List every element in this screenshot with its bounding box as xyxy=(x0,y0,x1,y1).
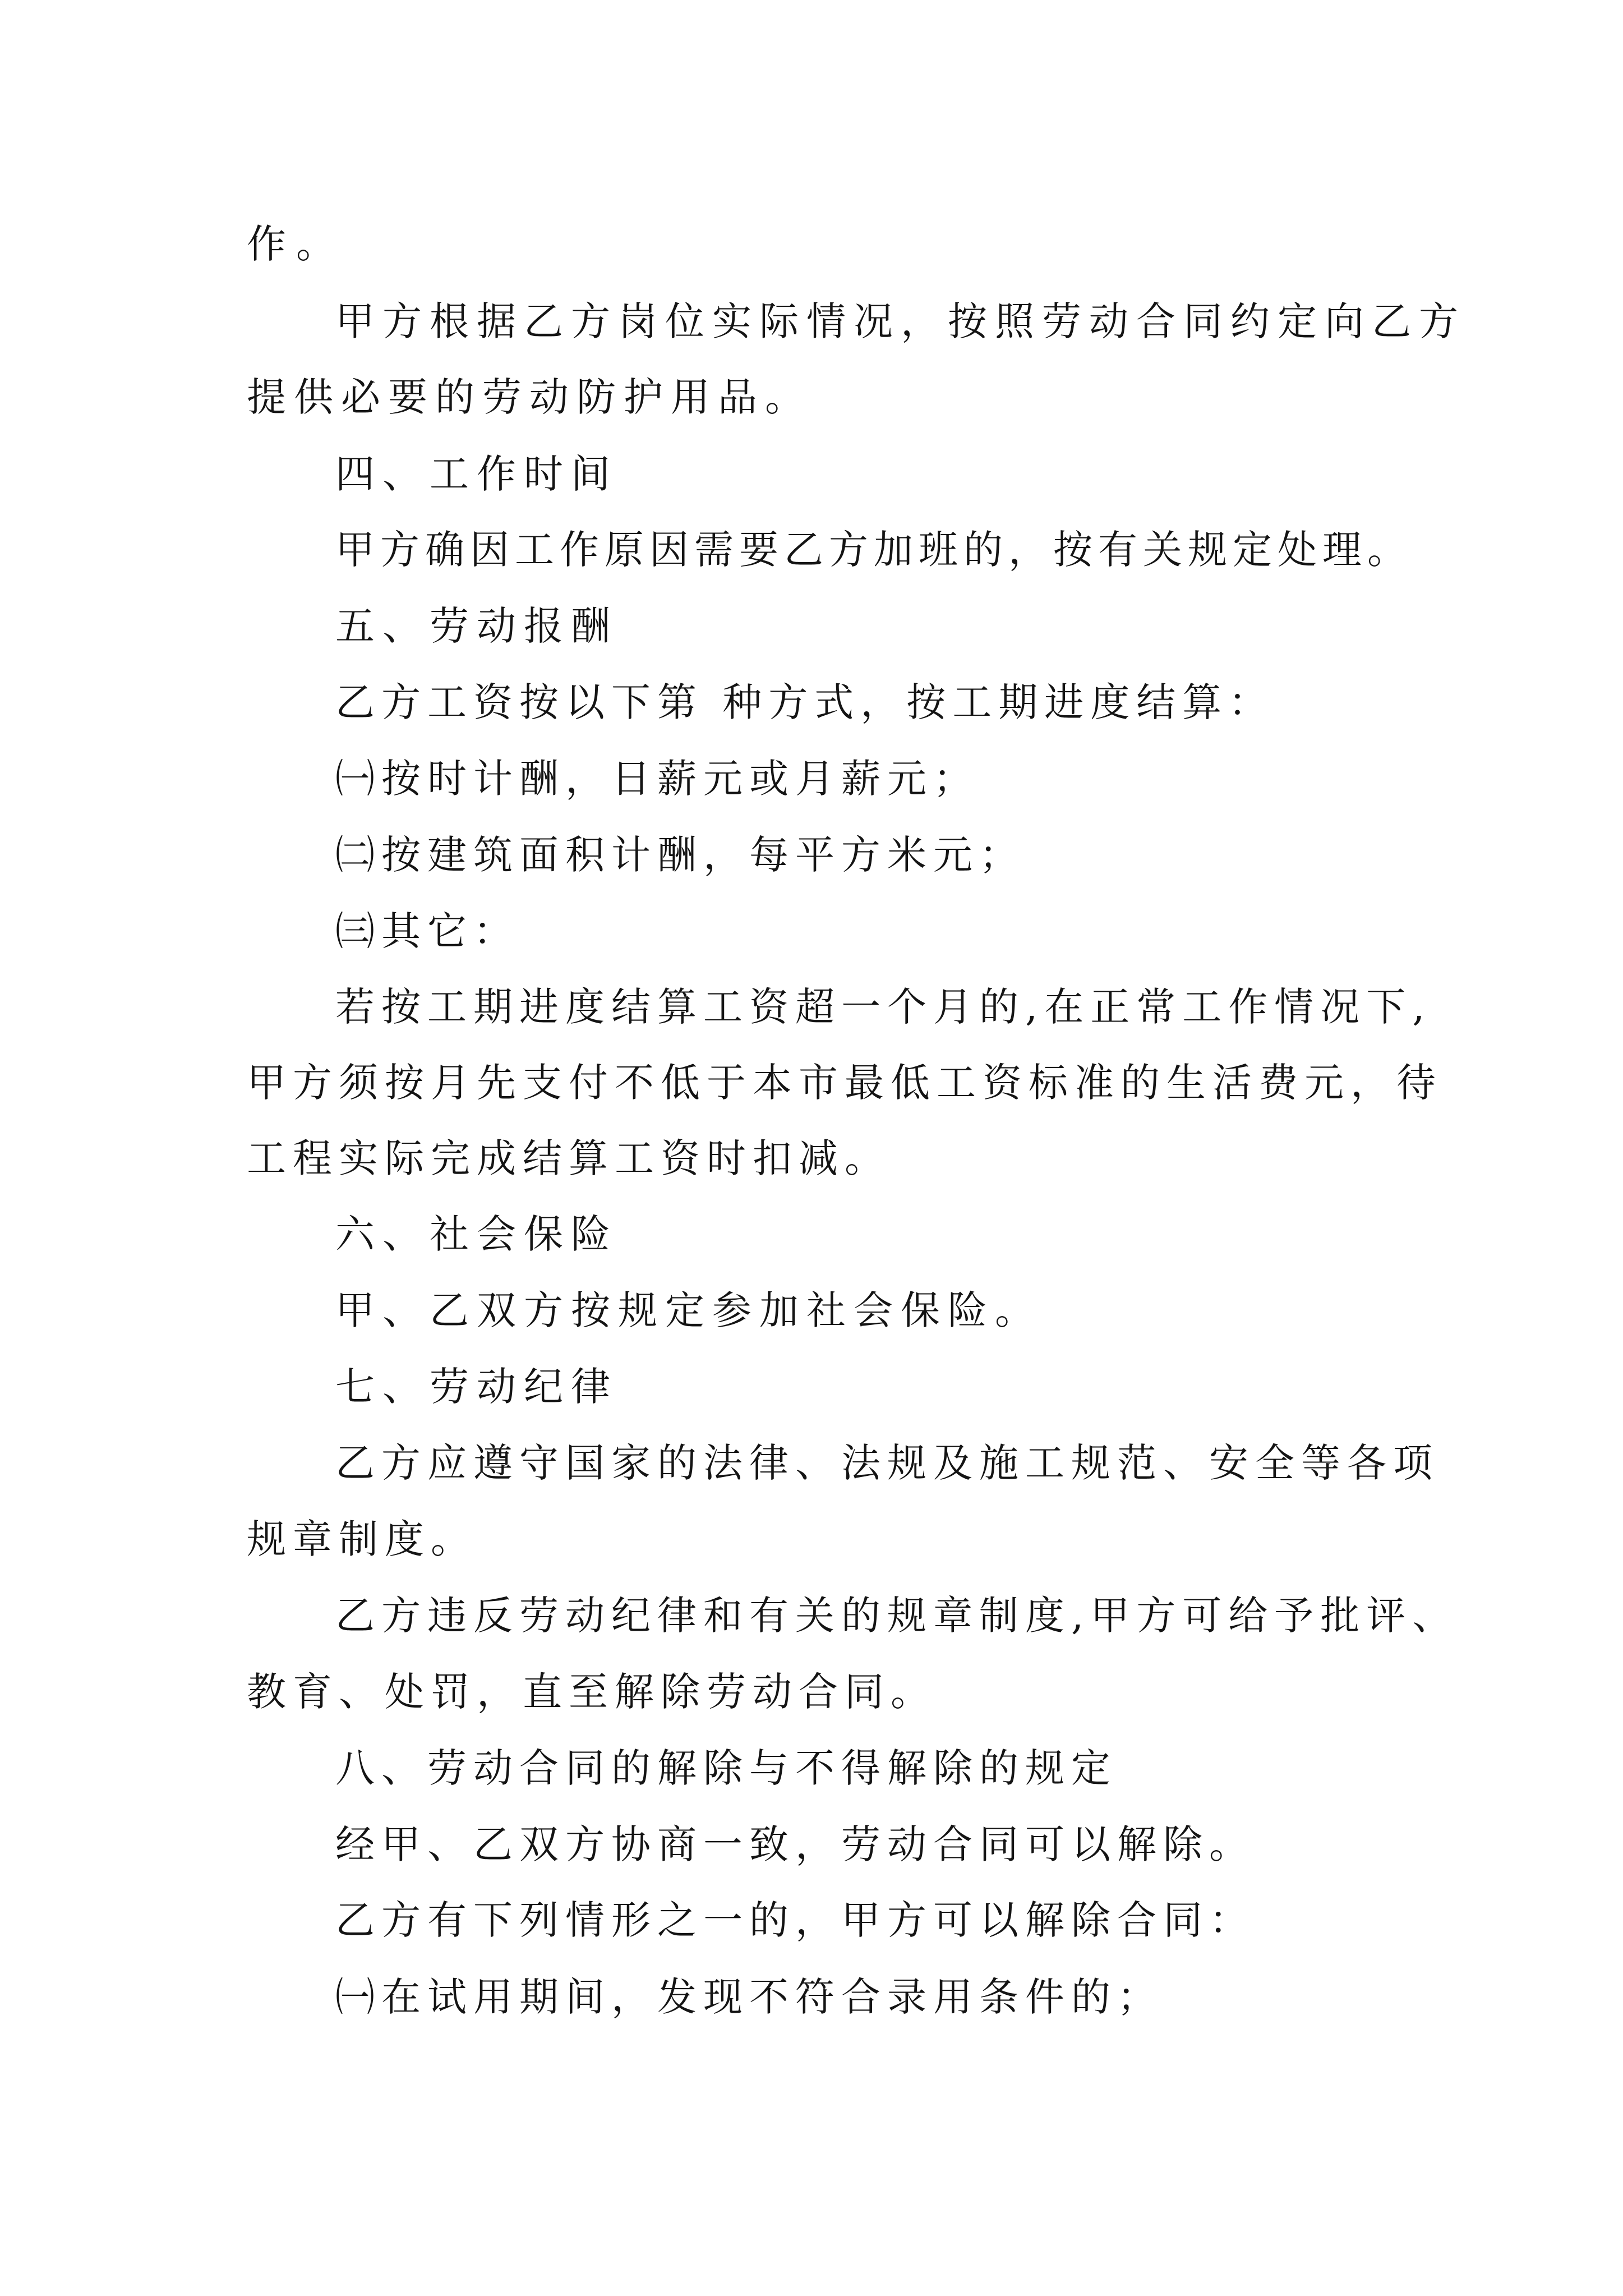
section-heading: 八、劳动合同的解除与不得解除的规定 xyxy=(335,1745,1117,1791)
section-heading: 七、劳动纪律 xyxy=(335,1364,618,1410)
text-line: 作。 xyxy=(247,221,345,267)
text-line: 乙方应遵守国家的法律、法规及施工规范、安全等各项 xyxy=(335,1440,1439,1486)
section-heading: 六、社会保险 xyxy=(335,1211,618,1257)
text-line: 甲方须按月先支付不低于本市最低工资标准的生活费元，待 xyxy=(247,1060,1442,1106)
text-line: 规章制度。 xyxy=(247,1516,477,1562)
text-line: 乙方违反劳动纪律和有关的规章制度,甲方可给予批评、 xyxy=(335,1593,1459,1639)
list-item: ㈠在试用期间，发现不符合录用条件的； xyxy=(335,1974,1163,2020)
text-line: 甲、乙双方按规定参加社会保险。 xyxy=(335,1287,1042,1333)
text-line: 经甲、乙双方协商一致，劳动合同可以解除。 xyxy=(335,1821,1255,1867)
text-line: 工程实际完成结算工资时扣减。 xyxy=(247,1135,891,1181)
section-heading: 五、劳动报酬 xyxy=(335,603,618,649)
text-line: 乙方工资按以下第 种方式，按工期进度结算： xyxy=(335,679,1275,725)
text-line: 甲方根据乙方岗位实际情况，按照劳动合同约定向乙方 xyxy=(335,298,1466,344)
text-line: 若按工期进度结算工资超一个月的,在正常工作情况下, xyxy=(335,984,1432,1030)
text-line: 教育、处罚，直至解除劳动合同。 xyxy=(247,1669,937,1715)
section-heading: 四、工作时间 xyxy=(335,451,618,497)
list-item: ㈡按建筑面积计酬，每平方米元； xyxy=(335,832,1025,878)
text-line: 提供必要的劳动防护用品。 xyxy=(247,374,812,420)
text-line: 甲方确因工作原因需要乙方加班的，按有关规定处理。 xyxy=(335,527,1412,573)
text-line: 乙方有下列情形之一的，甲方可以解除合同： xyxy=(335,1897,1255,1943)
list-item: ㈢其它： xyxy=(335,908,519,954)
list-item: ㈠按时计酬，日薪元或月薪元； xyxy=(335,756,979,802)
